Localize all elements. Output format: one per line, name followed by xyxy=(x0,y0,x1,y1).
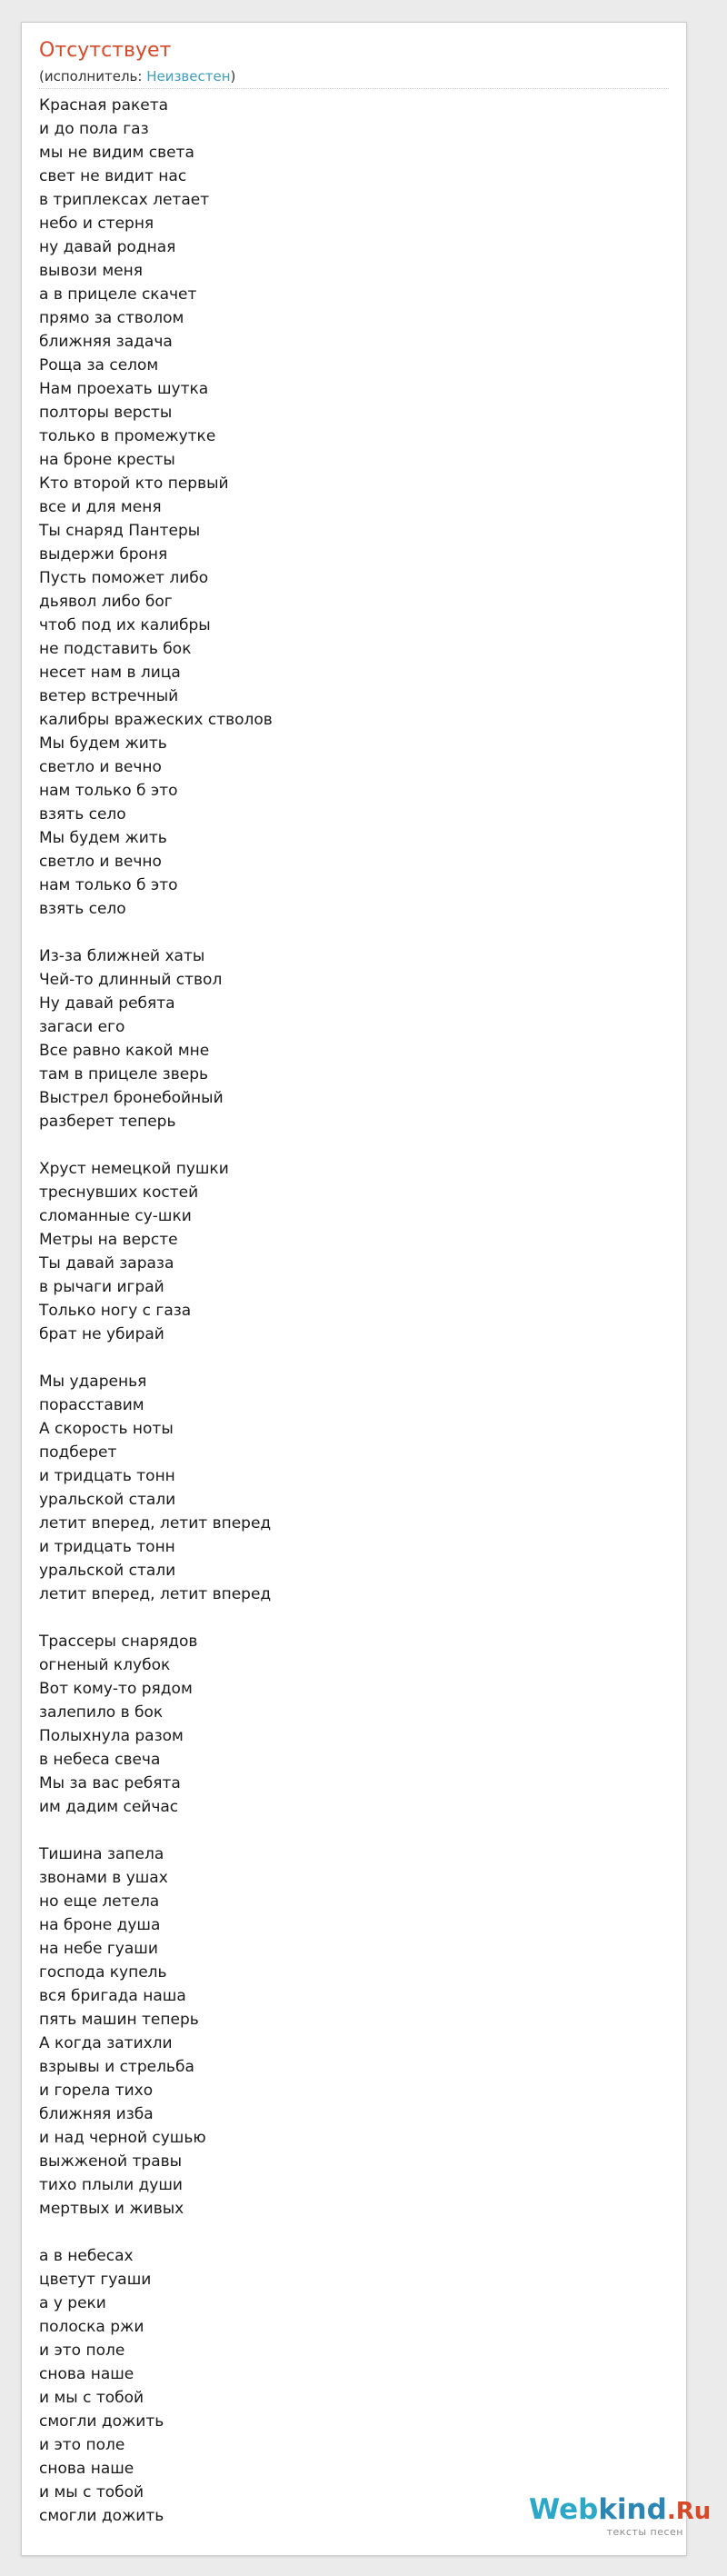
lyrics-card xyxy=(21,22,712,2556)
artist-suffix: ) xyxy=(230,68,236,85)
artist-link[interactable]: Неизвестен xyxy=(146,68,231,85)
lyrics-text: Красная ракета и до пола газ мы не видим света свет не видит нас в триплексах летает небо и стерня ну давай родная вывози меня а в прицеле скачет прямо за стволом ближняя задача Роща за селом Нам проехать шутка полторы версты только в промежутке на броне кресты Кто второй кто первый все и для меня Ты снаряд Пантеры выдержи броня Пусть поможет либо дьявол либо бог чтоб под их калибры не подставить бок несет нам в лица ветер встречный калибры вражеских стволов Мы будем жить светло и вечно нам только б это взять село Мы будем жить светло и вечно нам только б это взять село Из-за ближней хаты Чей-то длинный ствол Ну давай ребята загаси его Все равно какой мне там в прицеле зверь Выстрел бронебойный разберет теперь Хруст немецкой пушки треснувших костей сломанные су-шки Метры на версте Ты давай зараза в рычаги играй Только ногу с газа брат не убирай Мы ударенья порасставим А скорость ноты подберет и тридцать тонн уральской стали летит вперед, летит вперед и тридцать тонн уральской стали летит вперед, летит вперед Трассеры снарядов огненый клубок Вот кому-то рядом залепило в бок Полыхнула разом в небеса свеча Мы за вас ребята им дадим сейчас Тишина запела звонами в ушах но еще летела на броне душа на небе гуаши господа купель вся бригада наша пять машин теперь А когда затихли взрывы и стрельба и горела тихо ближняя изба и над черной сушью выжженой травы тихо плыли души мертвых и живых а в небесах цветут гуаши а у реки полоска ржи и это поле снова наше и мы с тобой смогли дожить и это поле снова наше и мы с тобой смогли дожить xyxy=(39,96,273,2525)
logo-part-web: Web xyxy=(529,2493,599,2526)
divider xyxy=(39,88,669,89)
logo-tagline: тексты песен xyxy=(606,2526,683,2538)
song-title: Отсутствует xyxy=(39,39,172,62)
logo-tld: Ru xyxy=(675,2498,712,2525)
artist-prefix: (исполнитель: xyxy=(39,68,147,85)
logo-wordmark xyxy=(529,2491,711,2530)
logo-part-kind: kind xyxy=(598,2493,667,2526)
webkind-logo[interactable] xyxy=(529,2491,712,2550)
artist-line xyxy=(39,67,235,85)
logo-dot: . xyxy=(666,2498,676,2525)
